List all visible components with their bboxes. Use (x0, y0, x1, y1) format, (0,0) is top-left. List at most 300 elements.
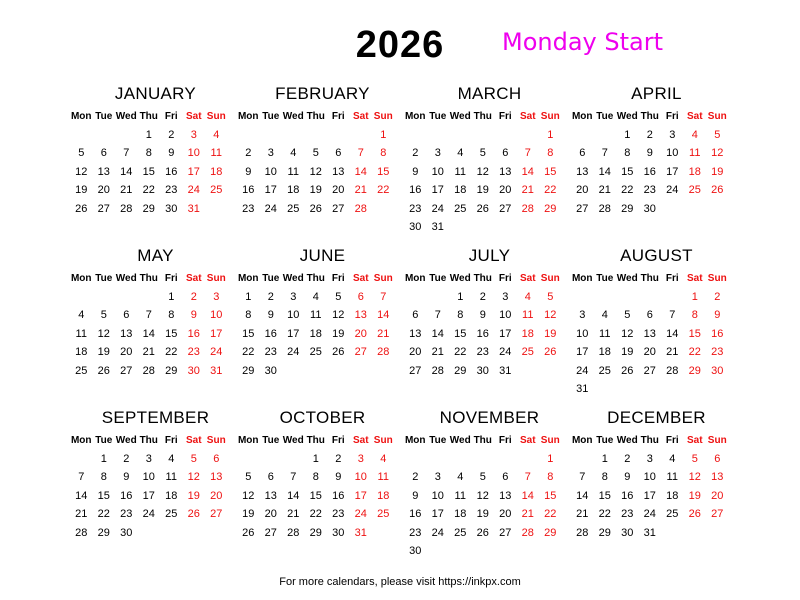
weekday-header: Mon (237, 435, 259, 446)
day-cell: 9 (168, 147, 175, 160)
day-cell: 8 (691, 309, 698, 322)
weekday-header-row (404, 432, 571, 450)
day-cell: 1 (245, 291, 252, 303)
day-cell: 1 (312, 453, 319, 465)
weekday-header: Sun (540, 435, 560, 446)
day-grid (237, 450, 404, 542)
day-cell: 28 (377, 346, 390, 359)
day-cell: 9 (335, 471, 342, 484)
day-cell: 14 (354, 165, 367, 178)
day-cell: 3 (434, 147, 441, 160)
day-cell: 18 (377, 489, 390, 502)
weekday-header: Tue (429, 111, 447, 122)
day-cell: 21 (120, 184, 133, 197)
day-cell: 18 (666, 489, 679, 502)
day-cell: 19 (187, 489, 200, 502)
day-cell: 3 (646, 453, 653, 465)
day-cell: 30 (621, 526, 634, 539)
empty-cell (494, 450, 517, 468)
day-cell: 7 (434, 309, 441, 322)
day-cell: 26 (242, 526, 255, 539)
weekday-header: Tue (596, 435, 614, 446)
day-cell: 29 (544, 526, 557, 539)
day-cell: 8 (145, 147, 152, 160)
empty-cell (661, 288, 684, 306)
day-grid (70, 126, 237, 218)
day-cell: 28 (521, 202, 534, 215)
day-cell: 11 (522, 309, 534, 322)
day-cell: 16 (711, 327, 724, 340)
day-cell: 1 (601, 453, 608, 465)
day-cell: 17 (354, 489, 367, 502)
day-cell: 5 (691, 453, 698, 465)
day-cell: 20 (210, 489, 223, 502)
day-cell: 4 (691, 129, 698, 141)
weekday-header-row (70, 270, 237, 288)
day-cell: 19 (242, 508, 255, 521)
day-cell: 1 (457, 291, 464, 303)
day-cell: 12 (332, 309, 345, 322)
day-cell: 23 (711, 346, 724, 359)
month-february (237, 82, 404, 244)
day-cell: 30 (476, 364, 489, 377)
weekday-header: Mon (404, 435, 426, 446)
day-cell: 27 (120, 364, 133, 377)
day-cell: 2 (123, 453, 130, 465)
empty-cell (282, 450, 305, 468)
weekday-header: Mon (571, 273, 593, 284)
weekday-header: Fri (665, 111, 679, 122)
day-cell: 29 (544, 202, 557, 215)
day-cell: 10 (210, 309, 223, 322)
day-cell: 4 (78, 309, 85, 322)
day-cell: 26 (688, 508, 701, 521)
weekday-header-row (237, 432, 404, 450)
weekday-header: Wed (616, 273, 638, 284)
weekday-header: Sat (686, 111, 703, 122)
day-cell: 13 (499, 489, 512, 502)
day-cell: 24 (354, 508, 367, 521)
empty-cell (237, 126, 260, 144)
day-cell: 3 (145, 453, 152, 465)
weekday-header: Tue (262, 111, 280, 122)
day-cell: 8 (380, 147, 387, 160)
day-cell: 18 (521, 327, 534, 340)
day-cell: 23 (187, 346, 200, 359)
day-cell: 15 (97, 489, 110, 502)
day-cell: 29 (621, 202, 634, 215)
empty-cell (517, 450, 540, 468)
month-name: NOVEMBER (439, 408, 540, 427)
day-cell: 24 (576, 364, 589, 377)
day-grid (404, 450, 571, 560)
weekday-header-row (571, 270, 738, 288)
weekday-header: Thu (139, 111, 158, 122)
day-cell: 12 (309, 165, 322, 178)
day-cell: 28 (120, 202, 133, 215)
empty-cell (517, 126, 540, 144)
weekday-header: Sun (206, 111, 226, 122)
day-cell: 7 (290, 471, 297, 484)
day-cell: 8 (547, 471, 554, 484)
day-cell: 3 (213, 291, 220, 303)
day-cell: 18 (75, 346, 88, 359)
day-cell: 3 (434, 471, 441, 484)
empty-cell (639, 288, 662, 306)
month-september (70, 406, 237, 568)
month-name: OCTOBER (279, 408, 366, 427)
weekday-header: Tue (429, 435, 447, 446)
day-cell: 25 (287, 202, 300, 215)
empty-cell (70, 288, 93, 306)
day-cell: 6 (412, 309, 419, 322)
day-cell: 15 (242, 327, 255, 340)
empty-cell (494, 126, 517, 144)
day-cell: 14 (576, 489, 589, 502)
day-cell: 10 (354, 471, 367, 484)
day-cell: 4 (380, 453, 387, 465)
empty-cell (571, 450, 594, 468)
day-cell: 30 (711, 364, 724, 377)
weekday-header: Fri (498, 435, 512, 446)
day-cell: 27 (210, 508, 223, 521)
day-cell: 1 (547, 453, 554, 465)
day-grid (70, 450, 237, 542)
weekday-header: Mon (70, 435, 92, 446)
day-cell: 28 (287, 526, 300, 539)
month-name: JUNE (299, 246, 346, 265)
weekday-header: Thu (640, 435, 659, 446)
day-cell: 27 (499, 202, 512, 215)
day-cell: 19 (711, 165, 724, 178)
day-cell: 28 (521, 526, 534, 539)
day-cell: 11 (287, 165, 299, 178)
day-cell: 21 (354, 184, 367, 197)
day-cell: 9 (646, 147, 653, 160)
weekday-header: Sat (686, 435, 703, 446)
day-cell: 19 (309, 184, 322, 197)
day-cell: 16 (643, 165, 656, 178)
day-cell: 2 (412, 471, 419, 484)
empty-cell (404, 126, 427, 144)
day-cell: 1 (145, 129, 152, 141)
weekday-header: Sun (707, 111, 727, 122)
empty-cell (571, 126, 594, 144)
day-cell: 2 (624, 453, 631, 465)
weekday-header: Wed (282, 273, 304, 284)
day-cell: 22 (544, 184, 557, 197)
day-cell: 18 (598, 346, 611, 359)
day-cell: 13 (711, 471, 724, 484)
day-cell: 24 (142, 508, 155, 521)
day-cell: 16 (264, 327, 277, 340)
day-cell: 31 (643, 526, 656, 539)
weekday-header: Tue (596, 111, 614, 122)
day-cell: 28 (666, 364, 679, 377)
day-cell: 11 (666, 471, 678, 484)
day-cell: 18 (309, 327, 322, 340)
day-cell: 10 (187, 147, 200, 160)
day-cell: 27 (332, 202, 345, 215)
day-cell: 19 (476, 184, 489, 197)
day-cell: 21 (576, 508, 589, 521)
weekday-header: Sun (373, 435, 393, 446)
day-cell: 24 (210, 346, 223, 359)
day-cell: 3 (267, 147, 274, 160)
day-cell: 6 (357, 291, 364, 303)
day-cell: 23 (242, 202, 255, 215)
month-july (404, 244, 571, 406)
day-cell: 15 (309, 489, 322, 502)
day-cell: 12 (476, 489, 489, 502)
day-cell: 26 (476, 202, 489, 215)
empty-cell (427, 126, 450, 144)
day-cell: 9 (714, 309, 721, 322)
day-cell: 8 (601, 471, 608, 484)
day-cell: 23 (409, 526, 422, 539)
day-cell: 8 (547, 147, 554, 160)
day-cell: 20 (499, 184, 512, 197)
month-name: MAY (137, 246, 174, 265)
day-cell: 22 (454, 346, 467, 359)
day-cell: 20 (97, 184, 110, 197)
day-cell: 11 (454, 489, 466, 502)
day-cell: 22 (544, 508, 557, 521)
day-cell: 4 (213, 129, 220, 141)
weekday-header: Fri (331, 435, 345, 446)
day-cell: 11 (310, 309, 322, 322)
day-cell: 24 (643, 508, 656, 521)
day-cell: 12 (544, 309, 557, 322)
weekday-header: Sat (686, 273, 703, 284)
day-cell: 29 (454, 364, 467, 377)
day-cell: 2 (714, 291, 721, 303)
day-cell: 24 (431, 202, 444, 215)
day-cell: 1 (691, 291, 698, 303)
day-cell: 17 (187, 165, 200, 178)
weekday-header: Thu (139, 273, 158, 284)
weekday-header: Mon (404, 111, 426, 122)
day-cell: 31 (499, 364, 512, 377)
month-name: FEBRUARY (275, 84, 370, 103)
weekday-header: Mon (237, 273, 259, 284)
day-cell: 31 (576, 382, 589, 395)
day-grid (70, 288, 237, 380)
day-cell: 14 (521, 489, 534, 502)
weekday-header: Mon (237, 111, 259, 122)
weekday-header: Thu (640, 273, 659, 284)
day-cell: 9 (412, 165, 419, 178)
weekday-header: Fri (164, 435, 178, 446)
day-cell: 30 (643, 202, 656, 215)
day-cell: 10 (431, 165, 444, 178)
day-cell: 25 (688, 184, 701, 197)
weekday-header: Mon (571, 435, 593, 446)
weekday-header: Wed (616, 111, 638, 122)
month-december (571, 406, 738, 568)
empty-cell (237, 450, 260, 468)
month-march (404, 82, 571, 244)
day-cell: 20 (120, 346, 133, 359)
day-cell: 18 (210, 165, 223, 178)
weekday-header: Sat (352, 273, 369, 284)
empty-cell (93, 126, 116, 144)
day-cell: 9 (267, 309, 274, 322)
day-cell: 12 (75, 165, 88, 178)
day-cell: 13 (332, 165, 345, 178)
day-cell: 20 (576, 184, 589, 197)
day-cell: 17 (666, 165, 679, 178)
day-cell: 14 (120, 165, 133, 178)
day-cell: 15 (621, 165, 634, 178)
day-cell: 30 (409, 544, 422, 557)
day-cell: 25 (666, 508, 679, 521)
empty-cell (404, 450, 427, 468)
day-cell: 25 (75, 364, 88, 377)
day-cell: 27 (499, 526, 512, 539)
day-cell: 29 (688, 364, 701, 377)
day-cell: 23 (476, 346, 489, 359)
day-cell: 5 (190, 453, 197, 465)
day-cell: 18 (688, 165, 701, 178)
day-cell: 12 (97, 327, 110, 340)
day-cell: 6 (335, 147, 342, 160)
day-cell: 4 (524, 291, 531, 303)
day-cell: 6 (213, 453, 220, 465)
day-cell: 4 (290, 147, 297, 160)
day-cell: 6 (579, 147, 586, 160)
empty-cell (350, 126, 373, 144)
empty-cell (115, 126, 138, 144)
day-cell: 30 (264, 364, 277, 377)
day-cell: 25 (377, 508, 390, 521)
weekday-header-row (404, 270, 571, 288)
month-name: APRIL (631, 84, 682, 103)
day-cell: 17 (431, 184, 444, 197)
day-cell: 6 (123, 309, 130, 322)
day-cell: 3 (579, 309, 586, 322)
day-cell: 7 (601, 147, 608, 160)
weekday-header: Mon (404, 273, 426, 284)
day-cell: 19 (75, 184, 88, 197)
day-cell: 22 (97, 508, 110, 521)
day-cell: 21 (598, 184, 611, 197)
day-cell: 30 (187, 364, 200, 377)
weekday-header: Fri (331, 273, 345, 284)
day-cell: 11 (689, 147, 701, 160)
weekday-header-row (237, 270, 404, 288)
day-cell: 7 (357, 147, 364, 160)
day-cell: 29 (309, 526, 322, 539)
day-cell: 12 (242, 489, 255, 502)
empty-cell (138, 288, 161, 306)
weekday-header: Tue (95, 111, 113, 122)
day-cell: 27 (97, 202, 110, 215)
day-grid (404, 288, 571, 380)
day-cell: 5 (312, 147, 319, 160)
weekday-header: Fri (331, 111, 345, 122)
day-cell: 18 (454, 184, 467, 197)
day-cell: 19 (688, 489, 701, 502)
day-cell: 25 (454, 526, 467, 539)
empty-cell (594, 288, 617, 306)
day-cell: 20 (643, 346, 656, 359)
day-cell: 5 (479, 471, 486, 484)
weekday-header: Sun (373, 111, 393, 122)
empty-cell (260, 450, 283, 468)
weekday-header: Sat (519, 435, 536, 446)
day-cell: 23 (621, 508, 634, 521)
day-cell: 15 (598, 489, 611, 502)
day-cell: 11 (75, 327, 87, 340)
day-cell: 9 (123, 471, 130, 484)
day-cell: 10 (576, 327, 589, 340)
day-grid (571, 288, 738, 398)
empty-cell (93, 288, 116, 306)
day-cell: 16 (409, 508, 422, 521)
weekday-header: Sat (352, 111, 369, 122)
empty-cell (305, 126, 328, 144)
day-cell: 20 (332, 184, 345, 197)
day-cell: 24 (187, 184, 200, 197)
weekday-header: Fri (164, 111, 178, 122)
day-cell: 16 (476, 327, 489, 340)
weekday-header: Thu (640, 111, 659, 122)
day-cell: 5 (714, 129, 721, 141)
weekday-header: Fri (498, 111, 512, 122)
day-cell: 3 (502, 291, 509, 303)
empty-cell (427, 288, 450, 306)
day-cell: 5 (78, 147, 85, 160)
day-cell: 25 (309, 346, 322, 359)
day-cell: 2 (646, 129, 653, 141)
day-cell: 22 (142, 184, 155, 197)
day-cell: 21 (521, 508, 534, 521)
empty-cell (404, 288, 427, 306)
weekday-header-row (571, 432, 738, 450)
day-cell: 29 (242, 364, 255, 377)
empty-cell (282, 126, 305, 144)
day-cell: 22 (242, 346, 255, 359)
day-cell: 9 (190, 309, 197, 322)
empty-cell (260, 126, 283, 144)
day-cell: 8 (245, 309, 252, 322)
day-cell: 15 (454, 327, 467, 340)
day-cell: 1 (380, 129, 387, 141)
day-cell: 11 (377, 471, 389, 484)
day-cell: 31 (431, 220, 444, 233)
weekday-header: Sun (707, 435, 727, 446)
weekday-header-row (70, 432, 237, 450)
day-grid (404, 126, 571, 236)
month-name: AUGUST (620, 246, 693, 265)
day-cell: 17 (210, 327, 223, 340)
day-cell: 28 (431, 364, 444, 377)
weekday-header: Wed (616, 435, 638, 446)
day-cell: 7 (380, 291, 387, 303)
weekday-header: Wed (449, 435, 471, 446)
weekday-header: Tue (95, 435, 113, 446)
day-cell: 14 (666, 327, 679, 340)
weekday-header: Thu (306, 435, 325, 446)
day-cell: 1 (547, 129, 554, 141)
day-cell: 27 (643, 364, 656, 377)
day-cell: 25 (454, 202, 467, 215)
monday-start-label: Monday Start (502, 28, 664, 56)
day-cell: 9 (245, 165, 252, 178)
day-cell: 9 (412, 489, 419, 502)
weekday-header: Wed (115, 273, 137, 284)
